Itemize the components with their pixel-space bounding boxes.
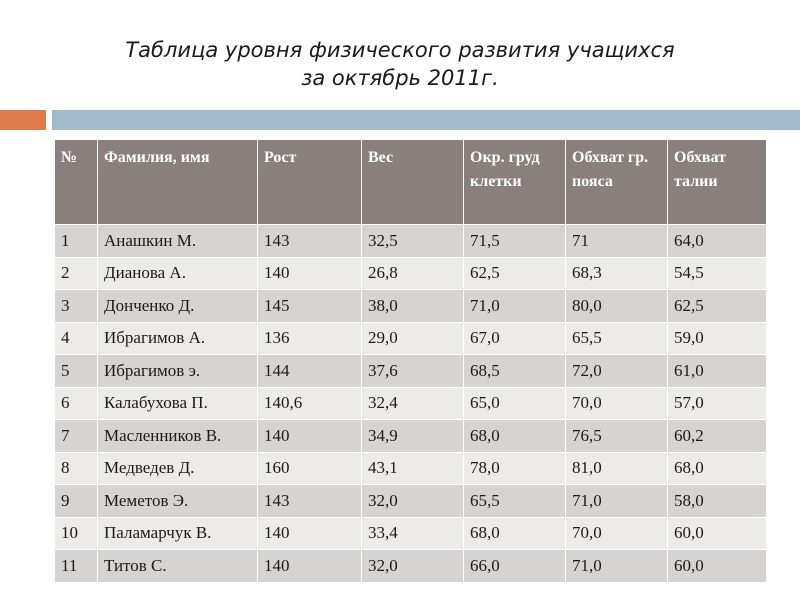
cell-height: 143 xyxy=(258,485,362,518)
cell-height: 140 xyxy=(258,257,362,290)
cell-number: 6 xyxy=(55,387,98,420)
slide-title-line2: за октябрь 2011г. xyxy=(301,66,499,90)
cell-chest: 66,0 xyxy=(464,550,566,583)
cell-chest: 71,0 xyxy=(464,290,566,323)
cell-weight: 34,9 xyxy=(362,420,464,453)
cell-height: 143 xyxy=(258,225,362,258)
table-row xyxy=(55,387,767,420)
cell-number: 4 xyxy=(55,322,98,355)
table-row xyxy=(55,355,767,388)
cell-chest: 71,5 xyxy=(464,225,566,258)
table-row xyxy=(55,420,767,453)
cell-waist: 61,0 xyxy=(668,355,767,388)
cell-name: Масленников В. xyxy=(98,420,258,453)
cell-weight: 37,6 xyxy=(362,355,464,388)
table-header-row xyxy=(55,140,767,225)
table-row xyxy=(55,550,767,583)
cell-name: Медведев Д. xyxy=(98,452,258,485)
accent-bar-orange xyxy=(0,110,46,130)
cell-shoulder: 81,0 xyxy=(566,452,668,485)
cell-shoulder: 71,0 xyxy=(566,550,668,583)
cell-weight: 43,1 xyxy=(362,452,464,485)
cell-name: Ибрагимов э. xyxy=(98,355,258,388)
cell-chest: 68,5 xyxy=(464,355,566,388)
cell-name: Анашкин М. xyxy=(98,225,258,258)
cell-weight: 32,4 xyxy=(362,387,464,420)
table-row xyxy=(55,225,767,258)
cell-shoulder: 70,0 xyxy=(566,387,668,420)
cell-chest: 68,0 xyxy=(464,517,566,550)
table-row xyxy=(55,290,767,323)
header-chest: Окр. груд клетки xyxy=(464,140,566,225)
header-weight: Вес xyxy=(362,140,464,225)
cell-weight: 32,0 xyxy=(362,485,464,518)
cell-name: Калабухова П. xyxy=(98,387,258,420)
cell-waist: 59,0 xyxy=(668,322,767,355)
cell-height: 160 xyxy=(258,452,362,485)
cell-weight: 38,0 xyxy=(362,290,464,323)
cell-shoulder: 76,5 xyxy=(566,420,668,453)
accent-bar-blue xyxy=(52,110,800,130)
cell-number: 1 xyxy=(55,225,98,258)
cell-weight: 32,0 xyxy=(362,550,464,583)
cell-number: 5 xyxy=(55,355,98,388)
cell-height: 140 xyxy=(258,517,362,550)
header-height: Рост xyxy=(258,140,362,225)
table-body xyxy=(55,225,767,583)
cell-chest: 67,0 xyxy=(464,322,566,355)
cell-waist: 62,5 xyxy=(668,290,767,323)
cell-name: Дианова А. xyxy=(98,257,258,290)
header-name: Фамилия, имя xyxy=(98,140,258,225)
cell-name: Ибрагимов А. xyxy=(98,322,258,355)
cell-weight: 26,8 xyxy=(362,257,464,290)
table-row xyxy=(55,322,767,355)
cell-shoulder: 71 xyxy=(566,225,668,258)
cell-height: 136 xyxy=(258,322,362,355)
data-table xyxy=(54,139,767,583)
cell-height: 145 xyxy=(258,290,362,323)
header-number: № xyxy=(55,140,98,225)
cell-shoulder: 71,0 xyxy=(566,485,668,518)
cell-height: 140,6 xyxy=(258,387,362,420)
cell-height: 140 xyxy=(258,420,362,453)
cell-shoulder: 80,0 xyxy=(566,290,668,323)
cell-number: 2 xyxy=(55,257,98,290)
cell-chest: 65,5 xyxy=(464,485,566,518)
cell-name: Титов С. xyxy=(98,550,258,583)
cell-waist: 64,0 xyxy=(668,225,767,258)
cell-number: 8 xyxy=(55,452,98,485)
cell-shoulder: 68,3 xyxy=(566,257,668,290)
cell-weight: 29,0 xyxy=(362,322,464,355)
cell-number: 3 xyxy=(55,290,98,323)
cell-name: Меметов Э. xyxy=(98,485,258,518)
cell-chest: 78,0 xyxy=(464,452,566,485)
cell-number: 10 xyxy=(55,517,98,550)
cell-waist: 68,0 xyxy=(668,452,767,485)
cell-waist: 57,0 xyxy=(668,387,767,420)
table-row xyxy=(55,485,767,518)
cell-waist: 60,0 xyxy=(668,550,767,583)
cell-shoulder: 72,0 xyxy=(566,355,668,388)
cell-waist: 60,0 xyxy=(668,517,767,550)
table-row xyxy=(55,452,767,485)
cell-height: 140 xyxy=(258,550,362,583)
cell-shoulder: 70,0 xyxy=(566,517,668,550)
cell-name: Донченко Д. xyxy=(98,290,258,323)
slide-title xyxy=(0,36,800,92)
table-row xyxy=(55,517,767,550)
cell-weight: 33,4 xyxy=(362,517,464,550)
cell-height: 144 xyxy=(258,355,362,388)
header-shoulder: Обхват гр. пояса xyxy=(566,140,668,225)
table-row xyxy=(55,257,767,290)
cell-weight: 32,5 xyxy=(362,225,464,258)
slide-title-line1: Таблица уровня физического развития учащихся xyxy=(125,38,675,62)
cell-number: 9 xyxy=(55,485,98,518)
cell-waist: 60,2 xyxy=(668,420,767,453)
cell-name: Паламарчук В. xyxy=(98,517,258,550)
cell-number: 11 xyxy=(55,550,98,583)
cell-chest: 65,0 xyxy=(464,387,566,420)
cell-chest: 68,0 xyxy=(464,420,566,453)
cell-waist: 54,5 xyxy=(668,257,767,290)
cell-shoulder: 65,5 xyxy=(566,322,668,355)
header-waist: Обхват талии xyxy=(668,140,767,225)
cell-chest: 62,5 xyxy=(464,257,566,290)
cell-number: 7 xyxy=(55,420,98,453)
cell-waist: 58,0 xyxy=(668,485,767,518)
